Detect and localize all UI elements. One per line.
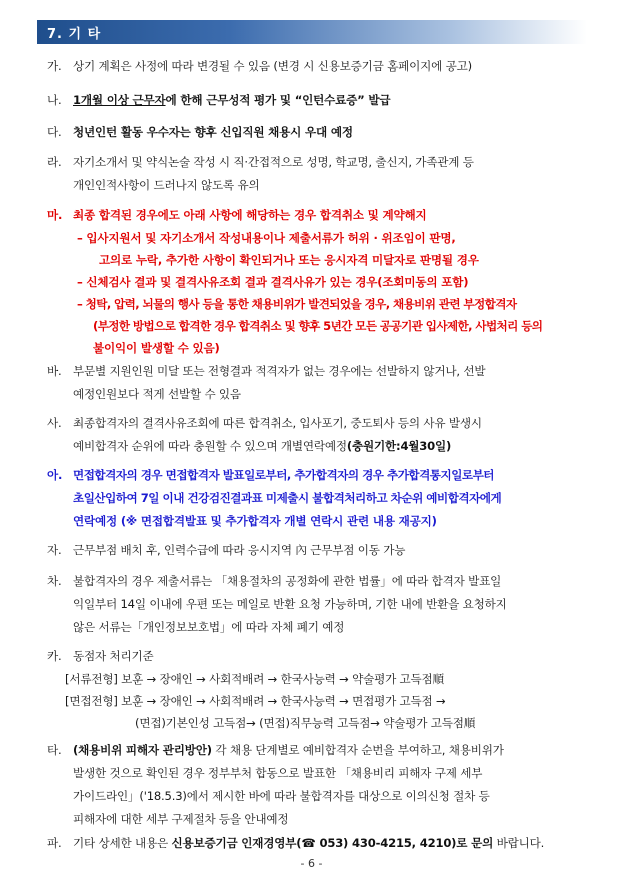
deadline-text: (충원기한:4월30일) xyxy=(346,439,452,453)
item-label: 아. xyxy=(47,468,63,482)
item-text-line3: 연락예정 (※ 면접합격발표 및 추가합격자 개별 연락시 관련 내용 재공지) xyxy=(73,514,437,528)
section-header-bar xyxy=(37,20,587,44)
item-heading: 최종 합격된 경우에도 아래 사항에 해당하는 경우 합격취소 및 계약해지 xyxy=(73,208,427,222)
item-a xyxy=(47,464,592,533)
item-label: 카. xyxy=(47,649,62,663)
item-text: 근무부점 배치 후, 인력수급에 따라 응시지역 內 근무부점 이동 가능 xyxy=(73,543,406,557)
item-label: 마. xyxy=(47,208,63,222)
item-label: 차. xyxy=(47,574,62,588)
item-text-line2: 예비합격자 순위에 따라 충원할 수 있으며 개별연락예정 xyxy=(73,439,347,453)
item-label: 라. xyxy=(47,155,62,169)
item-text-line2: 발생한 것으로 확인된 경우 정부부처 합동으로 발표한 「채용비리 피해자 구제 세부 xyxy=(73,766,483,780)
item-text: 기타 상세한 내용은 xyxy=(73,836,172,850)
item-ba xyxy=(47,360,592,406)
item-ka xyxy=(47,645,592,734)
tiebreak-row-interview-cont: (면접)기본인성 고득점→ (면접)직무능력 고득점→ 약술평가 고득점順 xyxy=(135,716,476,730)
item-label: 파. xyxy=(47,836,62,850)
item-ra xyxy=(47,151,592,197)
item-text-line1: 면접합격자의 경우 면접합격자 발표일로부터, 추가합격자의 경우 추가합격통지일로부터 xyxy=(73,468,495,482)
item-text-line1: 최종합격자의 결격사유조회에 따른 합격취소, 입사포기, 중도퇴사 등의 사유 발생시 xyxy=(73,416,482,430)
bullet-1-line1: – 입사지원서 및 자기소개서 작성내용이나 제출서류가 허위 · 위조임이 판명, xyxy=(77,231,456,245)
item-text-line1: 각 채용 단계별로 예비합격자 순번을 부여하고, 채용비위가 xyxy=(211,743,504,757)
item-label: 가. xyxy=(47,59,62,73)
item-label: 나. xyxy=(47,93,62,107)
item-text-line2: 익일부터 14일 이내에 우편 또는 메일로 반환 요청 가능하며, 기한 내에 반환을 요청하지 xyxy=(73,597,507,611)
item-text: 상기 계획은 사정에 따라 변경될 수 있음 (변경 시 신용보증기금 홈페이지에 공고) xyxy=(73,59,472,73)
item-text-line3: 가이드라인」('18.5.3)에서 제시한 바에 따라 불합격자를 대상으로 이의신청 절차 등 xyxy=(73,789,490,803)
item-cha xyxy=(47,570,592,639)
bullet-3-line3: 불이익이 발생할 수 있음) xyxy=(93,341,220,355)
item-ma xyxy=(47,204,592,359)
tiebreak-row-document: [서류전형] 보훈 → 장애인 → 사회적배려 → 한국사능력 → 약술평가 고득점順 xyxy=(65,672,444,686)
bullet-3-line1: – 청탁, 압력, 뇌물의 행사 등을 통한 채용비위가 발견되었을 경우, 채용비위 관련 부정합격자 xyxy=(77,297,517,311)
item-da xyxy=(47,121,592,144)
item-pa xyxy=(47,832,592,855)
item-text-line3: 않은 서류는「개인정보보호법」에 따라 자체 폐기 예정 xyxy=(73,620,345,634)
item-heading: (채용비위 피해자 관리방안) xyxy=(73,743,212,757)
item-ga xyxy=(47,55,592,78)
item-label: 자. xyxy=(47,543,62,557)
item-label: 다. xyxy=(47,125,62,139)
item-text-line2: 초일산입하여 7일 이내 건강검진결과표 미제출시 불합격처리하고 차순위 예비합격자에게 xyxy=(73,491,502,505)
item-label: 사. xyxy=(47,416,62,430)
item-text-line2: 예정인원보다 적게 선발할 수 있음 xyxy=(73,387,241,401)
item-text-line2: 개인인적사항이 드러나지 않도록 유의 xyxy=(73,178,260,192)
section-title: 7. 기 타 xyxy=(47,27,102,42)
item-label: 타. xyxy=(47,743,62,757)
item-ja xyxy=(47,539,592,562)
item-text-line1: 부문별 지원인원 미달 또는 전형결과 적격자가 없는 경우에는 선발하지 않거나, 선발 xyxy=(73,364,486,378)
item-text-line1: 자기소개서 및 약식논술 작성 시 직·간접적으로 성명, 학교명, 출신지, 가족관계 등 xyxy=(73,155,474,169)
item-text-line4: 피해자에 대한 세부 구제절차 등을 안내예정 xyxy=(73,812,289,826)
item-text-line1: 불합격자의 경우 제출서류는 「채용절차의 공정화에 관한 법률」에 따라 합격자 발표일 xyxy=(73,574,502,588)
item-text-end: 바랍니다. xyxy=(493,836,545,850)
page-number: - 6 - xyxy=(300,857,323,870)
bullet-3-line2: (부정한 방법으로 합격한 경우 합격취소 및 향후 5년간 모든 공공기관 입사제한, 사법처리 등의 xyxy=(93,319,543,333)
item-heading: 동점자 처리기준 xyxy=(73,649,154,663)
tiebreak-row-interview: [면접전형] 보훈 → 장애인 → 사회적배려 → 한국사능력 → 면접평가 고득점 → xyxy=(65,694,446,708)
item-text: 청년인턴 활동 우수자는 향후 신입직원 채용시 우대 예정 xyxy=(73,125,353,139)
item-text: 에 한해 근무성적 평가 및 “인턴수료증” 발급 xyxy=(165,93,391,107)
item-na xyxy=(47,89,592,112)
bullet-2: – 신체검사 결과 및 결격사유조회 결과 결격사유가 있는 경우(조회미동의 포함) xyxy=(77,275,469,289)
bullet-1-line2: 고의로 누락, 추가한 사항이 확인되거나 또는 응시자격 미달자로 판명될 경우 xyxy=(99,253,479,267)
item-label: 바. xyxy=(47,364,62,378)
item-sa xyxy=(47,412,592,458)
item-ta xyxy=(47,739,592,831)
item-text-underlined: 1개월 이상 근무자 xyxy=(73,93,166,107)
contact-text: 신용보증기금 인재경영부(☎ 053) 430-4215, 4210)로 문의 xyxy=(171,836,494,850)
